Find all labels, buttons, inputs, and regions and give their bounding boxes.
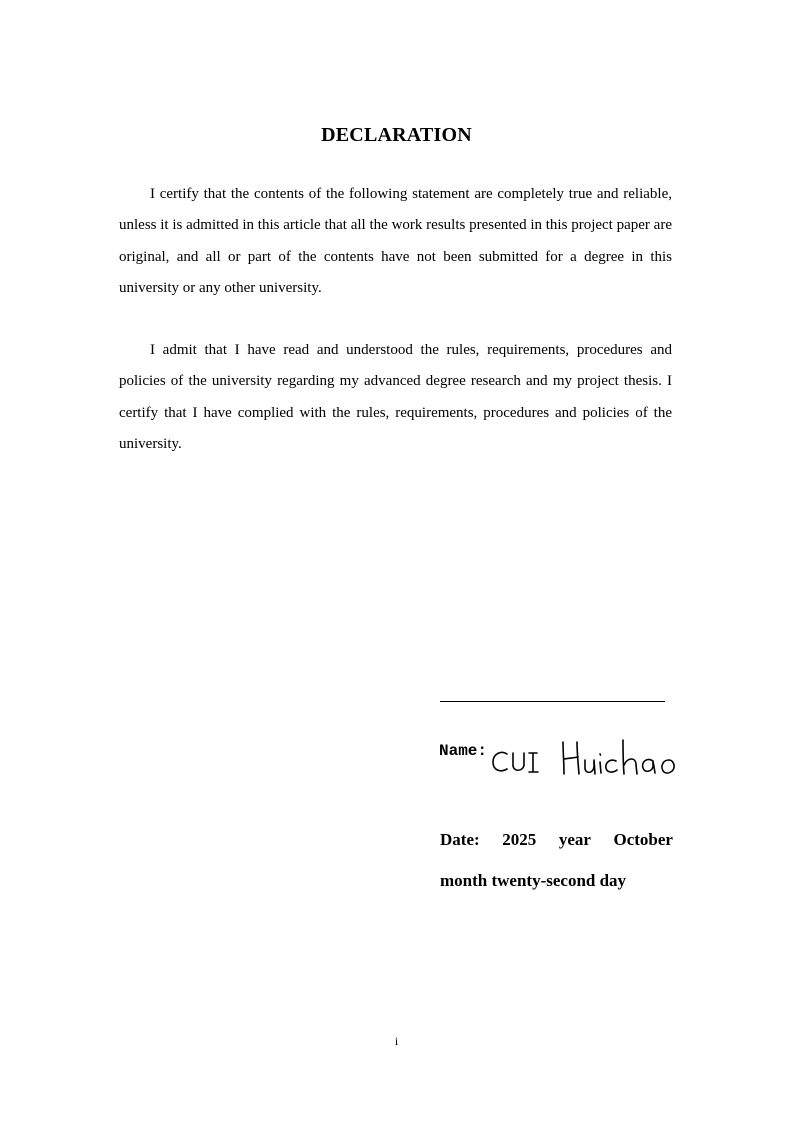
page-title: DECLARATION (321, 124, 472, 146)
date-year-word: year (558, 830, 591, 849)
date-label: Date: (440, 830, 480, 849)
name-label: Name: (439, 742, 488, 760)
date-year: 2025 (502, 830, 537, 849)
name-row (439, 732, 739, 782)
page-number: i (394, 1034, 399, 1048)
handwritten-signature (487, 732, 697, 782)
date-line-2: month twenty-second day (440, 871, 627, 890)
declaration-paragraph-2: I admit that I have read and understood the rules, requirements, procedures and policies of the university regarding my advanced degree research and my project thesis. I certify that I have complied with the rules, requirements, procedures and policies of the university. (119, 342, 672, 452)
signature-line (440, 701, 665, 702)
date-line-1 (440, 819, 673, 860)
date-block (440, 819, 673, 901)
date-month: October (613, 830, 673, 849)
declaration-paragraph-1: I certify that the contents of the following statement are completely true and reliable, unless it is admitted in this article that all the work results presented in this project paper are original, and all or part of the contents have not been submitted for a degree in this university or any other university. (119, 186, 672, 296)
